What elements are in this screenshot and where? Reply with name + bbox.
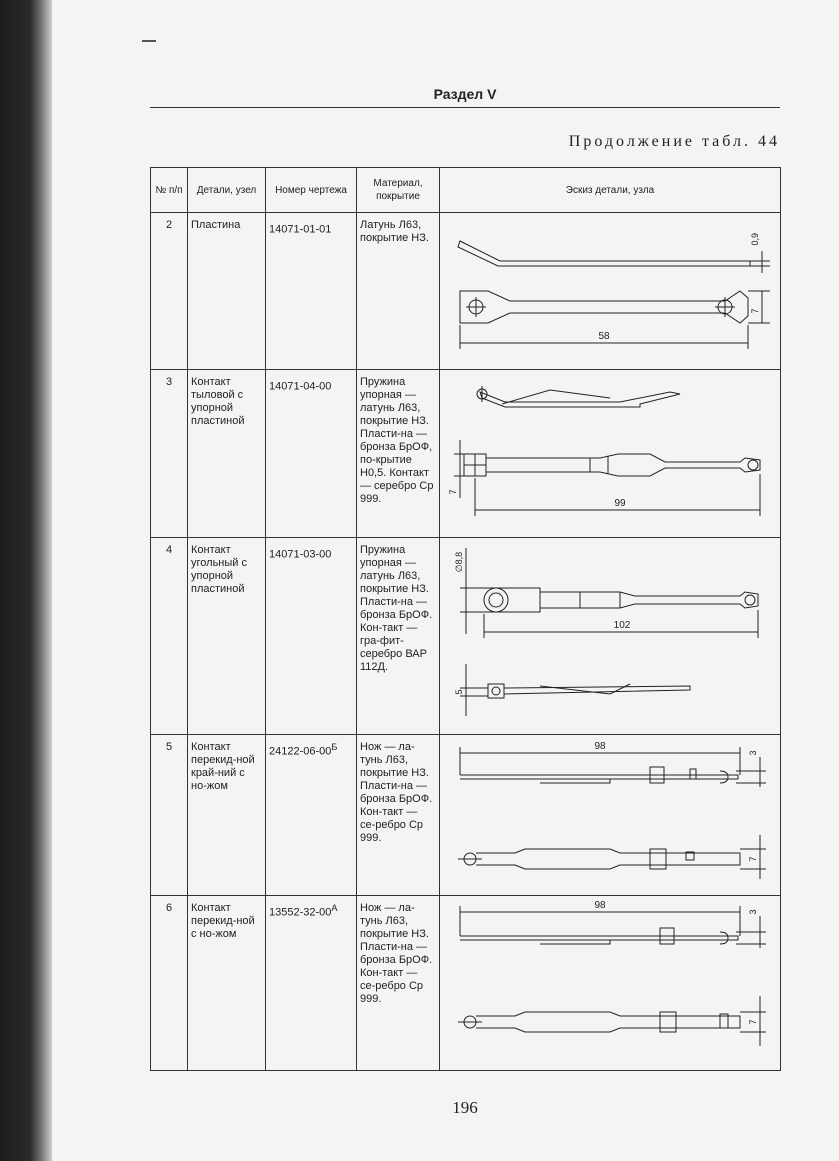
sketch-cell (440, 896, 781, 1071)
row-number: 5 (151, 735, 188, 896)
sketch-switch-end-contact (440, 735, 781, 895)
table-row (151, 735, 781, 896)
dim-length: 98 (594, 741, 606, 752)
sketch-carbon-contact (440, 538, 781, 734)
row-number: 2 (151, 213, 188, 370)
header-rule (150, 107, 780, 108)
row-number: 6 (151, 896, 188, 1071)
table-header-row (151, 168, 781, 213)
row-number: 4 (151, 538, 188, 735)
dim-length: 58 (598, 331, 610, 342)
header-material: Материал, покрытие (357, 168, 440, 213)
drawing-number-text: 13552-32-00 (269, 906, 332, 919)
drawing-number-text: 14071-04-00 (269, 380, 332, 393)
drawing-number-suffix: А (331, 903, 338, 913)
page-number: 196 (452, 1098, 478, 1117)
sketch-cell (440, 370, 781, 538)
table-row (151, 538, 781, 735)
table-continuation-caption: Продолжение табл. 44 (568, 133, 780, 150)
part-name: Пластина (188, 213, 266, 370)
drawing-number-text: 14071-01-01 (269, 223, 332, 236)
material: Нож — ла-тунь Л63, покрытие НЗ. Пласти-на — бронза БрОФ. Кон-такт — се-ребро Ср 999. (357, 735, 440, 896)
header-sketch: Эскиз детали, узла (440, 168, 781, 213)
section-title: Раздел V (433, 86, 497, 102)
drawing-number (266, 735, 357, 896)
drawing-number-text: 14071-03-00 (269, 548, 332, 561)
drawing-number (266, 896, 357, 1071)
material: Пружина упорная — латунь Л63, покрытие НЗ. Пласти-на — бронза БрОФ. Кон-такт — гра-фит-серебро ВАР 112Д. (357, 538, 440, 735)
sketch-plate (440, 213, 781, 369)
material: Пружина упорная — латунь Л63, покрытие НЗ. Пласти-на — бронза БрОФ, по-крытие Н0,5. Контакт — серебро Ср 999. (357, 370, 440, 538)
part-name: Контакт перекид-ной край-ний с но-жом (188, 735, 266, 896)
part-name: Контакт тыловой с упорной пластиной (188, 370, 266, 538)
part-name: Контакт перекид-ной с но-жом (188, 896, 266, 1071)
header-part: Детали, узел (188, 168, 266, 213)
drawing-number-suffix: Б (331, 742, 338, 752)
header-drawing: Номер чертежа (266, 168, 357, 213)
sketch-switch-contact (440, 896, 781, 1070)
dim-thickness: 3 (748, 750, 758, 756)
drawing-number (266, 370, 357, 538)
material: Нож — ла-тунь Л63, покрытие НЗ. Пласти-на — бронза БрОФ. Кон-такт — се-ребро Ср 999. (357, 896, 440, 1071)
drawing-number (266, 213, 357, 370)
dim-thickness: 0,9 (750, 233, 760, 246)
header-num: № п/п (151, 168, 188, 213)
dim-width: 7 (748, 856, 758, 862)
sketch-cell (440, 538, 781, 735)
dim-length: 98 (594, 900, 606, 911)
part-name: Контакт угольный с упорной пластиной (188, 538, 266, 735)
dim-width: 7 (748, 1019, 758, 1025)
row-number: 3 (151, 370, 188, 538)
sketch-cell (440, 735, 781, 896)
dim-width: 7 (448, 489, 458, 495)
dim-length: 102 (613, 620, 631, 631)
dim-thickness: 5 (454, 689, 464, 695)
dim-width: 7 (750, 308, 760, 314)
drawing-number-text: 24122-06-00 (269, 745, 332, 758)
parts-table (150, 167, 781, 1071)
sketch-cell (440, 213, 781, 370)
drawing-number (266, 538, 357, 735)
scan-speck (142, 40, 156, 42)
material: Латунь Л63, покрытие НЗ. (357, 213, 440, 370)
sketch-rear-contact (440, 370, 781, 537)
dim-length: 99 (614, 498, 626, 509)
scan-edge (0, 0, 52, 1161)
table-row (151, 370, 781, 538)
table-row (151, 896, 781, 1071)
dim-diameter: ∅8,8 (454, 551, 464, 573)
dim-thickness: 3 (748, 909, 758, 915)
table-row (151, 213, 781, 370)
